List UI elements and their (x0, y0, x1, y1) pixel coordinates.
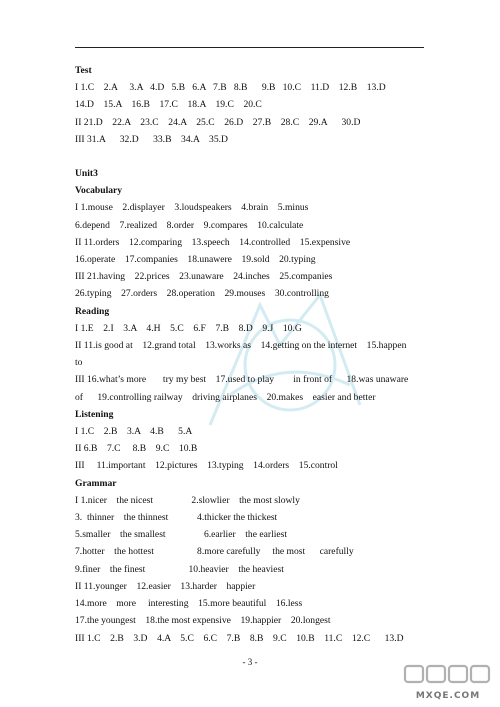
grammar-line-8: 17.the youngest 18.the most expensive 19.happier 20.longest (75, 615, 331, 627)
reading-line-1: I 1.E 2.I 3.A 4.H 5.C 6.F 7.B 8.D 9.J 10.G (75, 322, 302, 334)
unit-heading: Unit3 (75, 168, 98, 180)
vocabulary-line-6: 26.typing 27.orders 28.operation 29.mouses 30.controlling (75, 288, 329, 300)
top-rule (75, 47, 424, 48)
reading-line-3: to (75, 357, 83, 369)
reading-heading: Reading (75, 305, 110, 317)
vocabulary-line-3: II 11.orders 12.comparing 13.speech 14.controlled 15.expensive (75, 236, 351, 248)
grammar-line-2: 3. thinner the thinnest 4.thicker the thickest (75, 512, 278, 524)
watermark-text: MXQE.COM (415, 691, 481, 701)
test-heading: Test (75, 65, 92, 76)
grammar-line-1: I 1.nicer the nicest 2.slowlier the most slowly (75, 494, 300, 506)
vocabulary-heading: Vocabulary (75, 185, 123, 197)
test-line-3: II 21.D 22.A 23.C 24.A 25.C 26.D 27.B 28.C 29.A 30.D (75, 116, 361, 128)
reading-line-2: II 11.is good at 12.grand total 13.works as 14.getting on the internet 15.happen (75, 340, 407, 352)
answer-key (75, 62, 435, 647)
listening-heading: Listening (75, 408, 114, 420)
vocabulary-line-5: III 21.having 22.prices 23.unaware 24.inches 25.companies (75, 271, 333, 283)
reading-line-5: of 19.controlling railway driving airplanes 20.makes easier and better (75, 391, 376, 403)
spacer (75, 148, 435, 165)
listening-line-2: II 6.B 7.C 8.B 9.C 10.B (75, 443, 198, 455)
page-number: - 3 - (242, 657, 258, 667)
test-line-1: I 1.C 2.A 3.A 4.D 5.B 6.A 7.B 8.B 9.B 10.C 11.D 12.B 13.D (75, 82, 386, 94)
reading-line-4: III 16.what’s more try my best 17.used to play in front of 18.was unaware (75, 374, 409, 386)
vocabulary-line-2: 6.depend 7.realized 8.order 9.compares 10.calculate (75, 219, 304, 231)
vocabulary-line-1: I 1.mouse 2.displayer 3.loudspeakers 4.brain 5.minus (75, 202, 309, 214)
grammar-line-9: III 1.C 2.B 3.D 4.A 5.C 6.C 7.B 8.B 9.C 10.B 11.C 12.C 13.D (75, 632, 404, 644)
grammar-line-3: 5.smaller the smallest 6.earlier the earliest (75, 529, 288, 541)
grammar-line-6: II 11.younger 12.easier 13.harder happier (75, 580, 256, 592)
grammar-line-7: 14.more more interesting 15.more beautiful 16.less (75, 598, 303, 610)
grammar-line-5: 9.finer the finest 10.heavier the heaviest (75, 563, 284, 575)
vocabulary-line-4: 16.operate 17.companies 18.unawere 19.sold 20.typing (75, 254, 316, 266)
grammar-line-4: 7.hotter the hottest 8.more carefully the most carefully (75, 546, 354, 558)
test-line-2: 14.D 15.A 16.B 17.C 18.A 19.C 20.C (75, 99, 262, 111)
listening-line-3: III 11.important 12.pictures 13.typing 14.orders 15.control (75, 460, 338, 472)
grammar-heading: Grammar (75, 477, 117, 489)
test-line-4: III 31.A 32.D 33.B 34.A 35.D (75, 133, 228, 145)
listening-line-1: I 1.C 2.B 3.A 4.B 5.A (75, 426, 193, 438)
